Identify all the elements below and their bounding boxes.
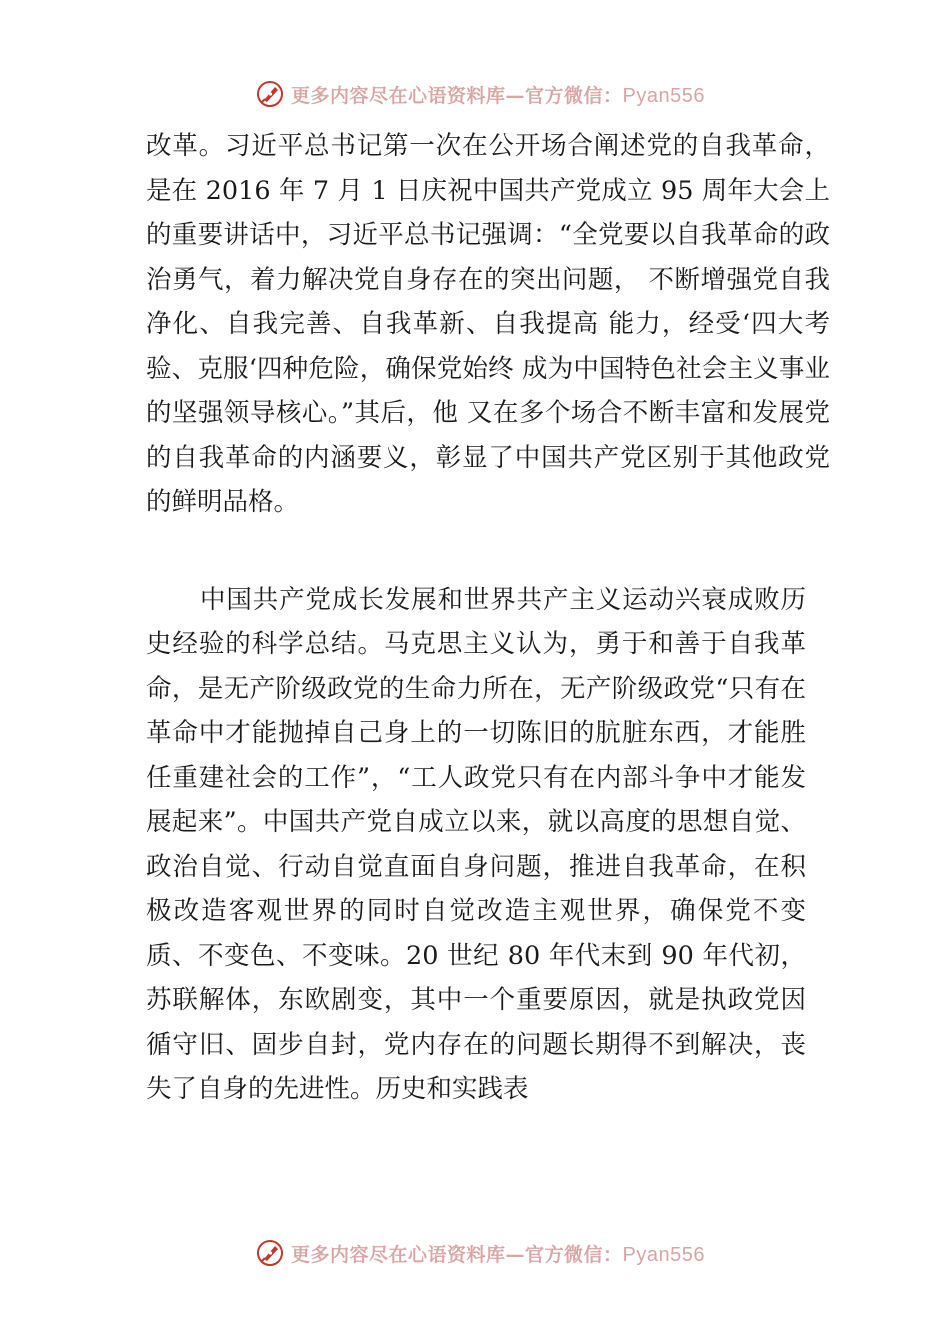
pen-nib-logo-icon <box>255 79 285 109</box>
pen-nib-logo-icon <box>255 1238 285 1268</box>
header-banner-text <box>291 81 705 108</box>
header-banner-handle: Pyan556 <box>622 84 705 107</box>
paragraph-2: 中国共产党成长发展和世界共产主义运动兴衰成败历史经验的科学总结。马克思主义认为，勇于和善于自我革命，是无产阶级政党的生命力所在，无产阶级政党“只有在革命中才能抛掉自己身上的一切陈旧的肮脏东西，才能胜任重建社会的工作”，“工人政党只有在内部斗争中才能发展起来”。中国共产党自成立以来，就以高度的思想自觉、政治自觉、行动自觉直面自身问题，推进自我革命，在积极改造客观世界的同时自觉改造主观世界，确保党不变质、不变色、不变味。20 世纪 80 年代末到 90 年代初，苏联解体，东欧剧变，其中一个重要原因，就是执政党因循守旧、固步自封，党内存在的问题长期得不到解决，丧失了自身的先进性。历史和实践表 <box>146 584 806 1104</box>
footer-banner-label: 更多内容尽在心语资料库—官方微信： <box>291 1243 623 1266</box>
header-banner-inner <box>255 79 705 109</box>
footer-banner <box>0 1233 950 1273</box>
footer-banner-text <box>291 1240 705 1267</box>
document-body <box>146 124 836 1112</box>
paragraph-1: 改革。习近平总书记第一次在公开场合阐述党的自我革命，是在 2016 年 7 月 1 日庆祝中国共产党成立 95 周年大会上的重要讲话中，习近平总书记强调：“全党要以自我革命的政治勇气，着力解决党自身存在的突出问题， 不断增强党自我净化、自我完善、自我革新、自我提高 能力，经受‘四大考验、克服‘四种危险，确保党始终 成为中国特色社会主义事业的坚强领导核心。”其后，他 又在多个场合不断丰富和发展党的自我革命的内涵要义，彰显了中国共产党区别于其他政党的鲜明品格。 <box>146 131 830 517</box>
footer-banner-inner <box>255 1238 705 1268</box>
footer-banner-handle: Pyan556 <box>622 1243 705 1266</box>
header-banner <box>0 74 950 114</box>
header-banner-label: 更多内容尽在心语资料库—官方微信： <box>291 84 623 107</box>
